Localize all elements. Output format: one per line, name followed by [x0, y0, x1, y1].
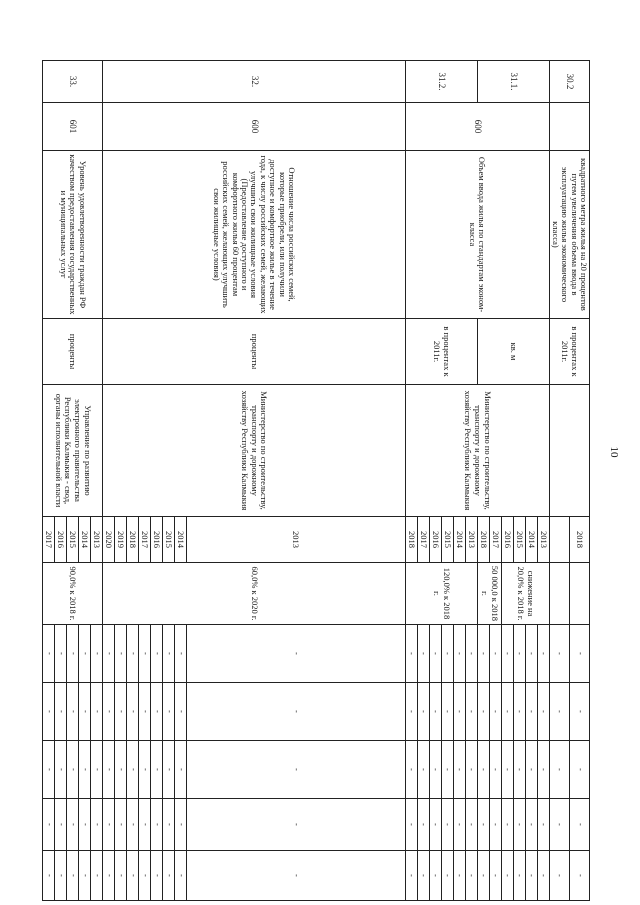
table-row: 2015 - - - - -: [163, 61, 175, 901]
year: 2014: [525, 517, 537, 563]
indicator-name: квадратного метра жилья на 20 процентов путем увеличения объема ввода в эксплуатацию жилья экономического класса): [549, 151, 589, 319]
rotated-table-canvas: [42, 60, 590, 877]
table-row: 2020 - - - - -: [103, 61, 115, 901]
indicator-name: Уровень удовлетворенности граждан РФ качеством предоставления государственных и муниципальных услуг: [43, 151, 103, 319]
table-row: 33. 601 Уровень удовлетворенности граждан РФ качеством предоставления государственных и муниципальных услуг проценты Управление по развитию электронного правительства Республики Калмыкия - свод, органы исполнительной власти 2013 90,0% к 2018 г. - - - - -: [91, 61, 103, 901]
table-row: 2015 - - - - -: [513, 61, 525, 901]
unit: проценты: [43, 319, 103, 385]
code: 601: [43, 103, 103, 151]
unit: в процентах к 2011г.: [405, 319, 477, 385]
year: 2020: [103, 517, 115, 563]
table-row: 31.1. 600 Объем ввода жилья по стандартам эконом-класса кв. м Министерство по строительству, транспорту и дорожному хозяйству Республики Калмыкия 2013 снижение на 20,0% к 2018 г. - - - - -: [537, 61, 549, 901]
table-row: 2016 - - - - -: [55, 61, 67, 901]
year: 2016: [429, 517, 441, 563]
table-row: 2017 50 000,0 к 2018 г. - - - - -: [489, 61, 501, 901]
target-value: 60,0% к 2020 г.: [103, 563, 406, 625]
executor: Управление по развитию электронного правительства Республики Калмыкия - свод, органы исполнительной власти: [43, 385, 103, 517]
table-row: 2019 - - - - -: [115, 61, 127, 901]
table-row: 2018 - - - - -: [127, 61, 139, 901]
table-row: 2014 - - - - -: [79, 61, 91, 901]
year: 2013: [91, 517, 103, 563]
target-value: 120,0% к 2018 г.: [405, 563, 477, 625]
row-number: 33.: [43, 61, 103, 103]
year: 2017: [139, 517, 151, 563]
table-row: 2016 - - - - -: [151, 61, 163, 901]
year: 2018: [569, 517, 589, 563]
table-row: 2014 - - - - -: [525, 61, 537, 901]
table-row: 2017 - - - - -: [417, 61, 429, 901]
year: 2014: [79, 517, 91, 563]
year: 2015: [67, 517, 79, 563]
target-value: снижение на 20,0% к 2018 г.: [501, 563, 549, 625]
year: 2017: [489, 517, 501, 563]
target-value: 50 000,0 к 2018 г.: [477, 563, 501, 625]
table-row: 2015 - - - - -: [67, 61, 79, 901]
year: 2018: [477, 517, 489, 563]
year: 2013: [187, 517, 406, 563]
row-number: 31.2.: [405, 61, 477, 103]
executor: Министерство по строительству, транспорту и дорожному хозяйству Республики Калмыкия: [405, 385, 549, 517]
row-number: 31.1.: [477, 61, 549, 103]
table-row: 2018 - - - - -: [477, 61, 489, 901]
table-row: 2016 - - - - -: [429, 61, 441, 901]
executor: Министерство по строительству, транспорту и дорожному хозяйству Республики Калмыкия: [103, 385, 406, 517]
year: 2016: [151, 517, 163, 563]
year: 2019: [115, 517, 127, 563]
target-value: 90,0% к 2018 г.: [43, 563, 103, 625]
page-number: 10: [608, 446, 620, 458]
code: 600: [103, 103, 406, 151]
unit: проценты: [103, 319, 406, 385]
row-number: 32.: [103, 61, 406, 103]
year: 2013: [465, 517, 477, 563]
table-row: 2014 - - - - -: [175, 61, 187, 901]
year: 2017: [43, 517, 55, 563]
year: 2015: [163, 517, 175, 563]
code: 600: [405, 103, 549, 151]
year: 2014: [175, 517, 187, 563]
indicators-table: 30.2 квадратного метра жилья на 20 процентов путем увеличения объема ввода в эксплуатацию жилья экономического класса) в процентах к 2011г. 2018 - - - - - - - - - - 31.1. 600 Объем ввода жилья по стандартам эконом-класса кв. м Министерство по строительству, транспорту и дорожному хозяйству Республики Калмыкия 2013 снижение на 20,0% к 2018 г. - - - - - 2014 - - - - - 2015 - - - - - 2016 - - - - - 2017 50 000,0 к 2018 г. - - - - - 2018 - - - - - 31.2. в процентах к 2011г. 2013 120,0% к 2018 г. - - - - - 2014 - - - - - 2015 - - - - - 2016 - - - - - 2017 - - - - - 2018 - - - - - 32. 600 Отношение числа российских семей, которые приобрели, или получили доступное и комфортное жилье в течение года, к числу российских семей, желающих улучшить свои жилищные условия (Предоставление доступного и комфортного жилья 60 процентам российских семей, желающих улучшить свои жилищные условия) проценты Министерство по строительству, транспорту и дорожному хозяйству Республики Калмыкия 2013 60,0% к 2020 г. - - - - - 2014 - - - - - 2015 - - - - - 2016 - - - - - 2017 - - - - - 2018 - - - - - 2019 - - - - - 2020 - - - - - 33. 601 Уровень удовлетворенности граждан РФ качеством предоставления государственных и муниципальных услуг проценты Управление по развитию электронного правительства Республики Калмыкия - свод, органы исполнительной власти 2013 90,0% к 2018 г. - - - - - 2014 - - - - - 2015 - - - - - 2016 - - - - - 2017 - - - - -: [42, 60, 590, 901]
year: 2018: [405, 517, 417, 563]
year: 2016: [501, 517, 513, 563]
table-row: 31.2. в процентах к 2011г. 2013 120,0% к 2018 г. - - - - -: [465, 61, 477, 901]
row-number: 30.2: [549, 61, 589, 103]
table-row: 2015 - - - - -: [441, 61, 453, 901]
table-row: - - - - -: [549, 61, 569, 901]
year: 2014: [453, 517, 465, 563]
indicator-name: Отношение числа российских семей, которые приобрели, или получили доступное и комфортное жилье в течение года, к числу российских семей, желающих улучшить свои жилищные условия (Предоставление доступного и комфортного жилья 60 процентам российских семей, желающих улучшить свои жилищные условия): [103, 151, 406, 319]
indicator-name: Объем ввода жилья по стандартам эконом-класса: [405, 151, 549, 319]
table-row: 2018 - - - - -: [405, 61, 417, 901]
year: 2017: [417, 517, 429, 563]
table-row: 2014 - - - - -: [453, 61, 465, 901]
table-row: 2017 - - - - -: [139, 61, 151, 901]
unit: кв. м: [477, 319, 549, 385]
year: 2015: [513, 517, 525, 563]
year: 2018: [127, 517, 139, 563]
unit: в процентах к 2011г.: [549, 319, 589, 385]
table-row: 2016 - - - - -: [501, 61, 513, 901]
table-row: 2017 - - - - -: [43, 61, 55, 901]
table-row: 30.2 квадратного метра жилья на 20 процентов путем увеличения объема ввода в эксплуатацию жилья экономического класса) в процентах к 2011г. 2018 - - - - -: [569, 61, 589, 901]
year: 2015: [441, 517, 453, 563]
year: 2016: [55, 517, 67, 563]
year: 2013: [537, 517, 549, 563]
